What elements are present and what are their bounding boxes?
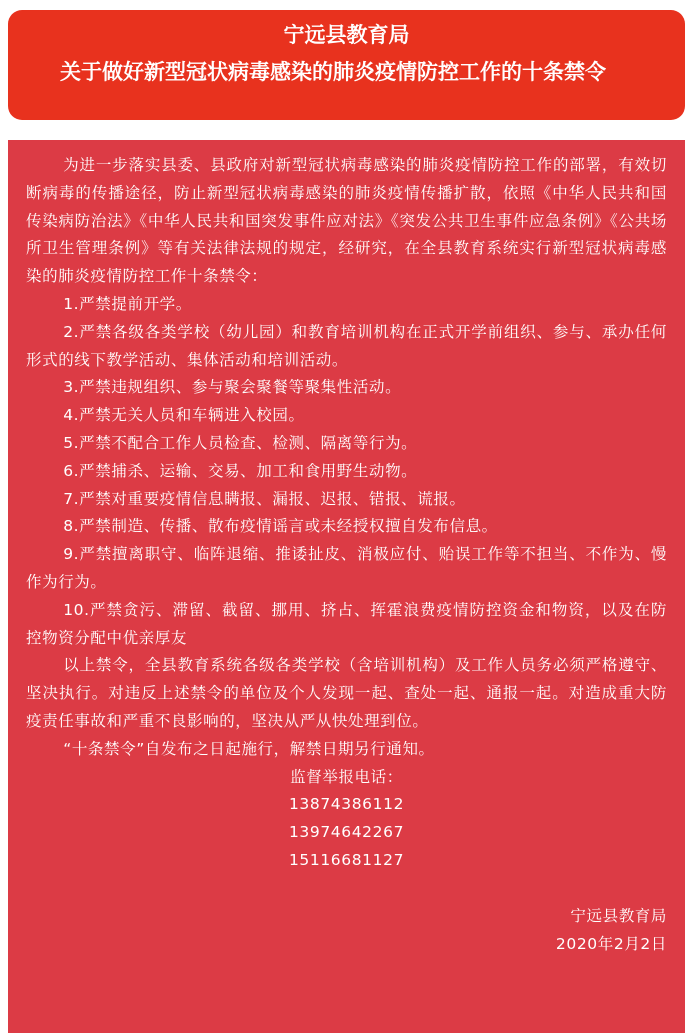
hotline-label: 监督举报电话： xyxy=(290,767,403,786)
hotline-number: 13974642267 xyxy=(288,823,405,842)
signature-organization: 宁远县教育局 xyxy=(570,906,667,925)
rule-item: 1.严禁提前开学。 xyxy=(63,294,192,313)
notice-body xyxy=(8,140,685,1033)
notice-title-banner xyxy=(8,10,685,120)
hotline-number: 13874386112 xyxy=(288,795,405,814)
rule-item: 8.严禁制造、传播、散布疫情谣言或未经授权擅自发布信息。 xyxy=(63,517,498,536)
signature-date: 2020年2月2日 xyxy=(555,934,667,953)
notice-title: 关于做好新型冠状病毒感染的肺炎疫情防控工作的十条禁令 xyxy=(60,60,606,84)
rule-item: 7.严禁对重要疫情信息瞒报、漏报、迟报、错报、谎报。 xyxy=(63,489,466,508)
rule-item: 10.严禁贪污、滞留、截留、挪用、挤占、挥霍浪费疫情防控资金和物资，以及在防控物资分配中优亲厚友 xyxy=(26,600,667,647)
rule-item: 9.严禁擅离职守、临阵退缩、推诿扯皮、消极应付、贻误工作等不担当、不作为、慢作为行为。 xyxy=(26,545,667,591)
issuing-organization: 宁远县教育局 xyxy=(283,23,410,47)
intro-paragraph: 为进一步落实县委、县政府对新型冠状病毒感染的肺炎疫情防控工作的部署，有效切断病毒的传播途径，防止新型冠状病毒感染的肺炎疫情传播扩散，依照《中华人民共和国传染病防治法》《中华人民共和国突发事件应对法》《突发公共卫生事件应急条例》《公共场所卫生管理条例》等有关法律法规的规定，经研究，在全县教育系统实行新型冠状病毒感染的肺炎疫情防控工作十条禁令： xyxy=(26,156,667,286)
rule-item: 3.严禁违规组织、参与聚会聚餐等聚集性活动。 xyxy=(63,378,402,397)
hotline-number: 15116681127 xyxy=(288,850,405,869)
spacer xyxy=(26,875,667,903)
rule-item: 5.严禁不配合工作人员检查、检测、隔离等行为。 xyxy=(63,433,418,452)
rule-item: 6.严禁捕杀、运输、交易、加工和食用野生动物。 xyxy=(63,461,418,480)
rule-item: 4.严禁无关人员和车辆进入校园。 xyxy=(63,406,305,425)
effective-date-note: “十条禁令”自发布之日起施行，解禁日期另行通知。 xyxy=(63,739,435,758)
closing-paragraph: 以上禁令，全县教育系统各级各类学校（含培训机构）及工作人员务必须严格遵守、坚决执行。对违反上述禁令的单位及个人发现一起、查处一起、通报一起。对造成重大防疫责任事故和严重不良影响的，坚决从严从快处理到位。 xyxy=(26,656,667,730)
rule-item: 2.严禁各级各类学校（幼儿园）和教育培训机构在正式开学前组织、参与、承办任何形式的线下教学活动、集体活动和培训活动。 xyxy=(26,322,667,369)
